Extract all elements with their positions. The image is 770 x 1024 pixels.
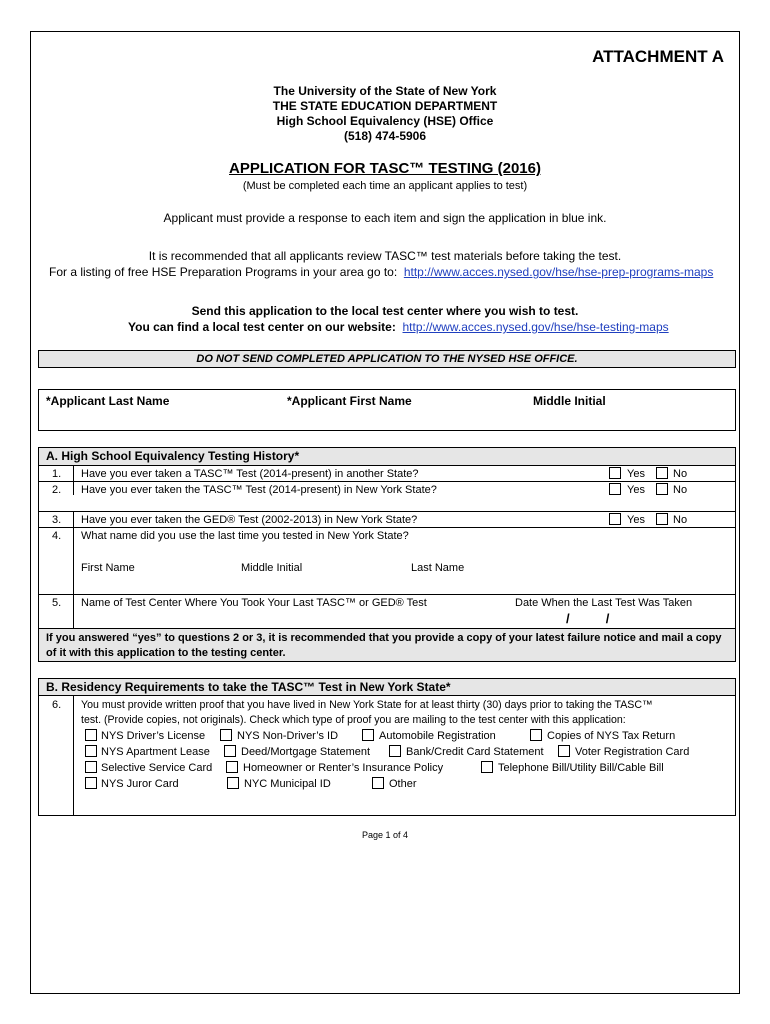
num-column-line xyxy=(73,465,74,495)
first-name-label: *Applicant First Name xyxy=(287,394,412,408)
q6-text-line-2: test. (Provide copies, not originals). Check which type of proof you are mailing to the test center with this application: xyxy=(81,714,626,726)
header-line-4: (518) 474-5906 xyxy=(343,129,427,143)
non-driver-id-checkbox[interactable] xyxy=(220,729,232,741)
listing-line xyxy=(49,265,713,279)
insurance-policy-checkbox[interactable] xyxy=(226,761,238,773)
q1-number: 1. xyxy=(52,468,62,480)
q3-no-checkbox[interactable] xyxy=(656,513,668,525)
q3-text: Have you ever taken the GED® Test (2002-2013) in New York State? xyxy=(81,514,418,526)
q4-number: 4. xyxy=(52,530,62,542)
tax-return-label: Copies of NYS Tax Return xyxy=(547,730,676,742)
drivers-license-label: NYS Driver’s License xyxy=(101,730,206,742)
utility-bill-checkbox[interactable] xyxy=(481,761,493,773)
listing-text: For a listing of free HSE Preparation Programs in your area go to: xyxy=(49,265,398,279)
section-b-title: B. Residency Requirements to take the TASC™ Test in New York State* xyxy=(46,680,451,694)
q4-text: What name did you use the last time you tested in New York State? xyxy=(81,530,409,542)
q2-yes-checkbox[interactable] xyxy=(609,483,621,495)
header-line-2: THE STATE EDUCATION DEPARTMENT xyxy=(272,99,498,113)
divider xyxy=(38,594,736,595)
apartment-lease-checkbox[interactable] xyxy=(85,745,97,757)
divider xyxy=(38,527,736,528)
form-title: APPLICATION FOR TASC™ TESTING (2016) xyxy=(229,160,541,177)
attachment-label: ATTACHMENT A xyxy=(592,47,724,66)
municipal-id-checkbox[interactable] xyxy=(227,777,239,789)
bank-statement-label: Bank/Credit Card Statement xyxy=(406,746,544,758)
bank-statement-checkbox[interactable] xyxy=(389,745,401,757)
q2-no-checkbox[interactable] xyxy=(656,483,668,495)
other-label: Other xyxy=(389,778,417,790)
deed-mortgage-checkbox[interactable] xyxy=(224,745,236,757)
divider xyxy=(38,511,736,512)
prior-first-name-label: First Name xyxy=(81,562,135,574)
tax-return-checkbox[interactable] xyxy=(530,729,542,741)
middle-initial-label: Middle Initial xyxy=(533,394,606,408)
applicant-name-box[interactable] xyxy=(38,389,736,431)
q6-text-line-1: You must provide written proof that you have lived in New York State for at least thirty (30) days prior to taking the TASC™ xyxy=(81,699,653,711)
other-checkbox[interactable] xyxy=(372,777,384,789)
find-text: You can find a local test center on our website: xyxy=(128,320,396,334)
q3-number: 3. xyxy=(52,514,62,526)
automobile-registration-label: Automobile Registration xyxy=(379,730,496,742)
divider xyxy=(38,695,736,696)
divider xyxy=(38,465,736,466)
q1-no-label: No xyxy=(673,468,688,480)
q2-no-label: No xyxy=(673,484,688,496)
utility-bill-label: Telephone Bill/Utility Bill/Cable Bill xyxy=(498,762,664,774)
prior-last-name-label: Last Name xyxy=(411,562,465,574)
last-test-date-label: Date When the Last Test Was Taken xyxy=(515,597,693,609)
last-name-label: *Applicant Last Name xyxy=(46,394,170,408)
form-subtitle: (Must be completed each time an applicant applies to test) xyxy=(242,180,528,192)
q3-no-label: No xyxy=(673,514,688,526)
juror-card-label: NYS Juror Card xyxy=(101,778,179,790)
automobile-registration-checkbox[interactable] xyxy=(362,729,374,741)
q5-number: 5. xyxy=(52,597,62,609)
instruction-text: Applicant must provide a response to each item and sign the application in blue ink. xyxy=(163,211,607,225)
q1-no-checkbox[interactable] xyxy=(656,467,668,479)
drivers-license-checkbox[interactable] xyxy=(85,729,97,741)
q3-yes-label: Yes xyxy=(627,514,645,526)
num-column-line xyxy=(73,695,74,816)
testing-maps-link[interactable]: http://www.acces.nysed.gov/hse/hse-testing-maps xyxy=(402,320,669,334)
q1-text: Have you ever taken a TASC™ Test (2014-present) in another State? xyxy=(81,468,419,480)
insurance-policy-label: Homeowner or Renter’s Insurance Policy xyxy=(243,762,444,774)
q2-yes-label: Yes xyxy=(627,484,645,496)
prep-programs-link[interactable]: http://www.acces.nysed.gov/hse/hse-prep-programs-maps xyxy=(403,265,714,279)
header-line-3: High School Equivalency (HSE) Office xyxy=(276,114,494,128)
q1-yes-checkbox[interactable] xyxy=(609,467,621,479)
voter-registration-checkbox[interactable] xyxy=(558,745,570,757)
apartment-lease-label: NYS Apartment Lease xyxy=(101,746,210,758)
selective-service-checkbox[interactable] xyxy=(85,761,97,773)
do-not-send-banner: DO NOT SEND COMPLETED APPLICATION TO THE NYSED HSE OFFICE. xyxy=(38,350,736,368)
header-line-1: The University of the State of New York xyxy=(273,84,497,98)
q5-text: Name of Test Center Where You Took Your Last TASC™ or GED® Test xyxy=(81,597,427,609)
q2-text: Have you ever taken the TASC™ Test (2014-present) in New York State? xyxy=(81,484,437,496)
q1-yes-label: Yes xyxy=(627,468,645,480)
num-column-line xyxy=(73,511,74,594)
section-a-title: A. High School Equivalency Testing History* xyxy=(46,449,300,463)
section-a-note: If you answered “yes” to questions 2 or 3, it is recommended that you provide a copy of your latest failure notice and mail a copy of it with this application to the testing center. xyxy=(46,632,722,659)
page-number: Page 1 of 4 xyxy=(361,830,409,840)
send-line: Send this application to the local test center where you wish to test. xyxy=(191,304,579,318)
juror-card-checkbox[interactable] xyxy=(85,777,97,789)
q6-number: 6. xyxy=(52,699,62,711)
num-column-line xyxy=(73,594,74,628)
voter-registration-label: Voter Registration Card xyxy=(575,746,690,758)
selective-service-label: Selective Service Card xyxy=(101,762,213,774)
municipal-id-label: NYC Municipal ID xyxy=(244,778,331,790)
q2-number: 2. xyxy=(52,484,62,496)
q3-yes-checkbox[interactable] xyxy=(609,513,621,525)
find-line xyxy=(128,320,669,334)
recommend-text: It is recommended that all applicants review TASC™ test materials before taking the test. xyxy=(148,249,622,263)
deed-mortgage-label: Deed/Mortgage Statement xyxy=(241,746,371,758)
last-test-date-field[interactable]: / / xyxy=(566,611,610,626)
prior-middle-initial-label: Middle Initial xyxy=(241,562,303,574)
non-driver-id-label: NYS Non-Driver’s ID xyxy=(237,730,339,742)
divider xyxy=(38,481,736,482)
